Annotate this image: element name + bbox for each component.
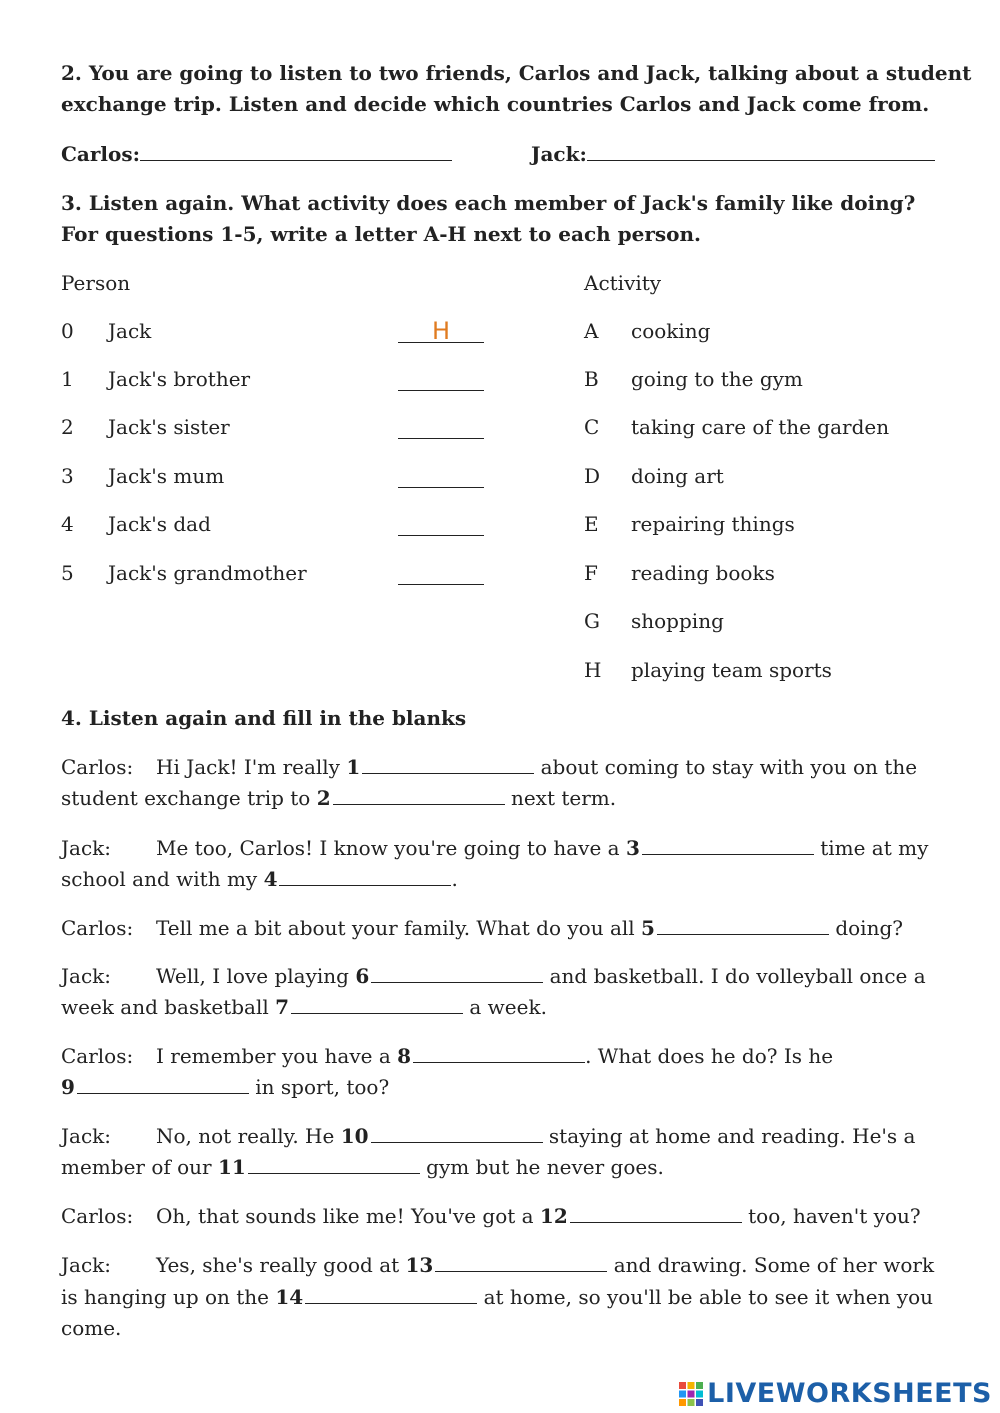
dialogue-text: gym but he never goes. [419, 1155, 664, 1179]
activity-text: repairing things [631, 512, 795, 536]
speaker: Jack: [61, 964, 111, 988]
liveworksheets-logo-icon [678, 1381, 704, 1407]
speaker: Carlos: [61, 1044, 134, 1068]
activity-text: going to the gym [631, 367, 803, 391]
dialogue-line [61, 1121, 915, 1152]
person-row [61, 558, 307, 589]
carlos-label: Carlos: [61, 142, 140, 166]
activity-row [584, 558, 775, 589]
blank-4-input[interactable] [279, 867, 451, 886]
activity-row [584, 412, 889, 443]
blank-7-input[interactable] [291, 995, 463, 1014]
dialogue-line [61, 833, 928, 864]
blank-number: 12 [539, 1204, 568, 1228]
dialogue-line [61, 1313, 121, 1344]
activity-row [584, 509, 795, 540]
dialogue-text: staying at home and reading. He's a [542, 1124, 916, 1148]
dialogue-line [61, 1250, 934, 1281]
blank-1-input[interactable] [362, 755, 534, 774]
dialogue-line [61, 783, 616, 814]
dialogue-text: student exchange trip to [61, 786, 317, 810]
blank-13-input[interactable] [435, 1253, 607, 1272]
dialogue-text: time at my [813, 836, 929, 860]
blank-number: 5 [641, 916, 655, 940]
dialogue-text: at home, so you'll be able to see it when you [477, 1285, 933, 1309]
person-row [61, 461, 224, 492]
dialogue-text: in sport, too? [248, 1075, 390, 1099]
jack-country-input[interactable] [587, 140, 935, 161]
activity-text: cooking [631, 319, 711, 343]
activity-row [584, 364, 803, 395]
person-answer-blank[interactable] [398, 418, 484, 439]
dialogue-line [61, 992, 547, 1023]
q2-line-2: exchange trip. Listen and decide which countries Carlos and Jack come from. [61, 92, 930, 116]
person-row [61, 364, 250, 395]
activity-letter: C [584, 415, 600, 439]
person-number: 1 [61, 367, 74, 391]
dialogue-text: . [451, 867, 458, 891]
speaker: Jack: [61, 1124, 111, 1148]
activity-text: reading books [631, 561, 775, 585]
dialogue-line [61, 1201, 921, 1232]
activity-row [584, 316, 710, 347]
person-number: 0 [61, 319, 74, 343]
blank-3-input[interactable] [642, 836, 814, 855]
carlos-country-row [61, 139, 452, 170]
dialogue-line [61, 1041, 833, 1072]
person-header: Person [61, 271, 131, 295]
blank-11-input[interactable] [248, 1155, 420, 1174]
dialogue-text: and basketball. I do volleyball once a [543, 964, 926, 988]
carlos-country-input[interactable] [140, 140, 452, 161]
dialogue-line [61, 961, 926, 992]
blank-number: 10 [340, 1124, 369, 1148]
blank-number: 8 [397, 1044, 412, 1068]
person-name: Jack's dad [108, 512, 211, 536]
person-number: 2 [61, 415, 74, 439]
blank-12-input[interactable] [570, 1204, 742, 1223]
logo-text: LIVEWORKSHEETS [707, 1378, 992, 1409]
blank-8-input[interactable] [413, 1044, 585, 1063]
speaker: Jack: [61, 1253, 111, 1277]
dialogue-text: Tell me a bit about your family. What do you all [156, 916, 642, 940]
activity-letter: F [584, 561, 598, 585]
dialogue-text: No, not really. He [156, 1124, 341, 1148]
dialogue-text: about coming to stay with you on the [534, 755, 918, 779]
person-name: Jack's brother [108, 367, 251, 391]
dialogue-line [61, 752, 917, 783]
activity-letter: A [584, 319, 599, 343]
activity-letter: H [584, 658, 602, 682]
blank-10-input[interactable] [371, 1124, 543, 1143]
person-answer-blank[interactable] [398, 467, 484, 488]
blank-14-input[interactable] [305, 1285, 477, 1304]
dialogue-text: Oh, that sounds like me! You've got a [156, 1204, 540, 1228]
q2-line-1: 2. You are going to listen to two friends, Carlos and Jack, talking about a student [61, 61, 972, 85]
dialogue-text: Me too, Carlos! I know you're going to have a [156, 836, 626, 860]
activity-text: playing team sports [631, 658, 832, 682]
dialogue-text: come. [61, 1316, 122, 1340]
dialogue-text: school and with my [61, 867, 264, 891]
person-row [61, 509, 211, 540]
dialogue-text: a week. [463, 995, 547, 1019]
person-answer-blank[interactable] [398, 564, 484, 585]
person-number: 3 [61, 464, 74, 488]
blank-number: 1 [346, 755, 361, 779]
person-name: Jack's sister [108, 415, 230, 439]
person-row [61, 316, 151, 347]
blank-9-input[interactable] [77, 1075, 249, 1094]
q3-line-2: For questions 1-5, write a letter A-H next to each person. [61, 222, 701, 246]
speaker: Carlos: [61, 755, 134, 779]
dialogue-text: Hi Jack! I'm really [156, 755, 347, 779]
person-answer-blank[interactable] [398, 515, 484, 536]
activity-letter: D [584, 464, 601, 488]
dialogue-text: . What does he do? Is he [585, 1044, 834, 1068]
person-name: Jack's mum [108, 464, 225, 488]
blank-number: 6 [355, 964, 370, 988]
blank-2-input[interactable] [333, 786, 505, 805]
dialogue-text: I remember you have a [156, 1044, 398, 1068]
dialogue-line [61, 1282, 933, 1313]
speaker: Jack: [61, 836, 111, 860]
blank-number: 13 [405, 1253, 434, 1277]
dialogue-text: member of our [61, 1155, 218, 1179]
activity-row [584, 461, 724, 492]
person-row [61, 412, 230, 443]
activity-letter: E [584, 512, 599, 536]
dialogue-line [61, 1072, 389, 1103]
q3-line-1: 3. Listen again. What activity does each member of Jack's family like doing? [61, 191, 916, 215]
liveworksheets-logo[interactable] [678, 1378, 992, 1409]
blank-number: 7 [275, 995, 290, 1019]
activity-row [584, 655, 832, 686]
dialogue-text: and drawing. Some of her work [607, 1253, 935, 1277]
person-name: Jack [108, 319, 152, 343]
dialogue-text: Yes, she's really good at [156, 1253, 406, 1277]
activity-header: Activity [584, 271, 662, 295]
activity-text: taking care of the garden [631, 415, 890, 439]
blank-5-input[interactable] [657, 916, 829, 935]
q4-title: 4. Listen again and fill in the blanks [61, 706, 467, 730]
activity-text: shopping [631, 609, 724, 633]
person-number: 5 [61, 561, 74, 585]
dialogue-text: doing? [828, 916, 903, 940]
blank-number: 14 [275, 1285, 304, 1309]
dialogue-text: is hanging up on the [61, 1285, 276, 1309]
blank-number: 9 [61, 1075, 75, 1099]
jack-country-row [531, 139, 935, 170]
dialogue-text: week and basketball [61, 995, 276, 1019]
dialogue-line [61, 913, 903, 944]
activity-text: doing art [631, 464, 724, 488]
activity-row [584, 606, 724, 637]
dialogue-text: too, haven't you? [741, 1204, 921, 1228]
jack-label: Jack: [531, 142, 587, 166]
activity-letter: G [584, 609, 600, 633]
dialogue-text: Well, I love playing [156, 964, 356, 988]
dialogue-line [61, 1152, 664, 1183]
speaker: Carlos: [61, 1204, 134, 1228]
person-number: 4 [61, 512, 74, 536]
speaker: Carlos: [61, 916, 134, 940]
person-name: Jack's grandmother [108, 561, 307, 585]
blank-number: 4 [263, 867, 278, 891]
blank-number: 11 [217, 1155, 246, 1179]
person-answer: H [432, 317, 451, 345]
blank-number: 2 [316, 786, 331, 810]
dialogue-line [61, 864, 458, 895]
blank-6-input[interactable] [371, 964, 543, 983]
dialogue-text: next term. [504, 786, 617, 810]
person-answer-blank[interactable] [398, 370, 484, 391]
activity-letter: B [584, 367, 599, 391]
blank-number: 3 [625, 836, 640, 860]
